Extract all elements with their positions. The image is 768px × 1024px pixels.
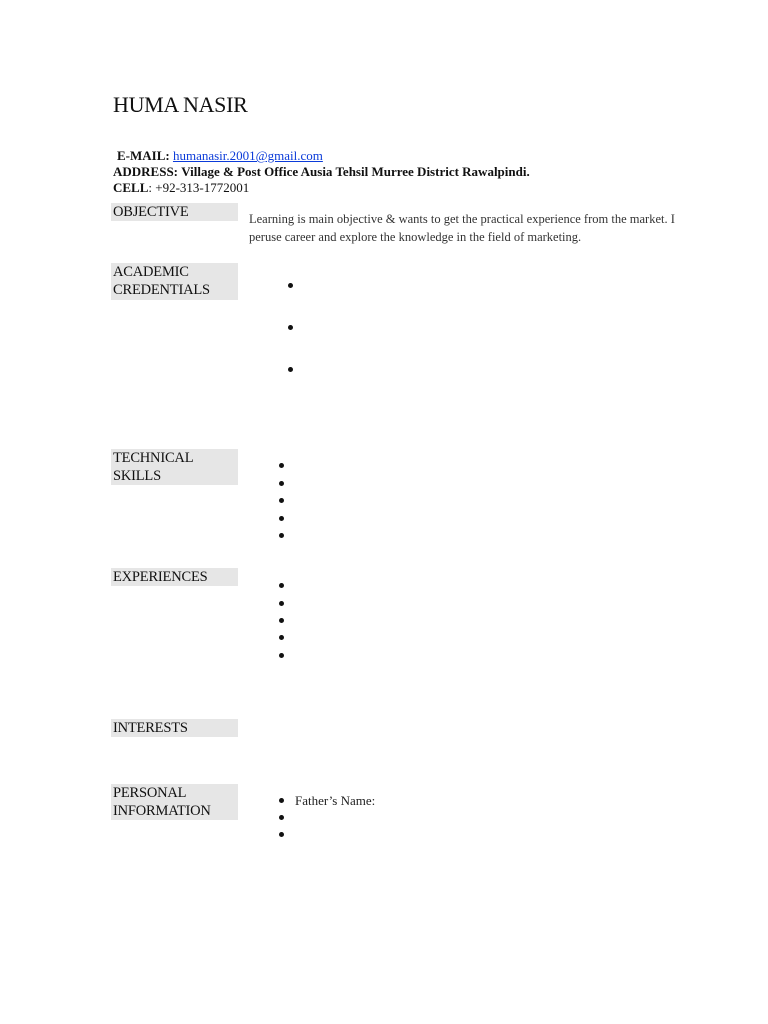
section-technical-skills [111, 449, 238, 485]
email-link[interactable]: humanasir.2001@gmail.com [172, 148, 323, 163]
section-personal-information [111, 784, 238, 820]
fathers-name-label: Father’s Name: [295, 793, 376, 808]
resume-name: HUMA NASIR [113, 92, 248, 117]
bullet-icon [288, 367, 293, 372]
address-label: ADDRESS: [113, 164, 179, 179]
section-title-line-1: ACADEMIC [113, 264, 189, 280]
section-interests [111, 719, 238, 737]
bullet-icon [279, 635, 284, 640]
bullet-icon [279, 498, 284, 503]
cell-line [113, 180, 249, 196]
section-title: OBJECTIVE [113, 204, 189, 220]
bullet-icon [279, 653, 284, 658]
section-academic-credentials [111, 263, 238, 300]
section-title-line-1: PERSONAL [113, 785, 187, 801]
bullet-icon [279, 463, 284, 468]
section-title-line-2: SKILLS [113, 468, 161, 484]
section-title-line-2: CREDENTIALS [113, 282, 210, 298]
bullet-icon [288, 325, 293, 330]
bullet-icon [279, 832, 284, 837]
bullet-icon [279, 533, 284, 538]
bullet-icon [279, 516, 284, 521]
cell-value: : +92-313-1772001 [148, 180, 250, 195]
bullet-icon [279, 583, 284, 588]
objective-line-2: peruse career and explore the knowledge in the field of marketing. [249, 230, 582, 244]
section-objective [111, 203, 238, 221]
section-title-line-1: TECHNICAL [113, 450, 194, 466]
objective-text [249, 210, 701, 246]
address-value: Village & Post Office Ausia Tehsil Murree District Rawalpindi. [181, 164, 530, 179]
address-line [113, 164, 530, 180]
bullet-icon [279, 601, 284, 606]
section-title: INTERESTS [113, 720, 188, 736]
email-line [117, 148, 323, 164]
section-experiences [111, 568, 238, 586]
bullet-icon [279, 815, 284, 820]
bullet-icon [279, 481, 284, 486]
section-title: EXPERIENCES [113, 569, 208, 585]
section-title-line-2: INFORMATION [113, 803, 211, 819]
bullet-icon [279, 798, 284, 803]
objective-line-1: Learning is main objective & wants to get the practical experience from the market. I [249, 212, 675, 226]
bullet-icon [288, 283, 293, 288]
email-label: E-MAIL: [117, 148, 170, 163]
bullet-icon [279, 618, 284, 623]
cell-label: CELL [113, 180, 149, 195]
